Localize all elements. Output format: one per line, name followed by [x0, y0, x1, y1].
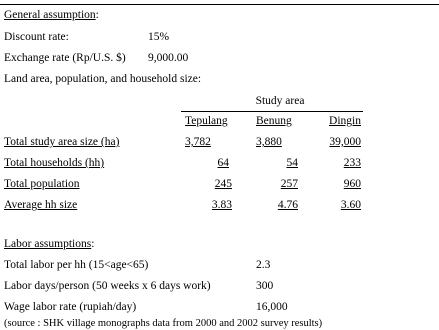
land-area-label: Land area, population, and household size: [4, 73, 202, 85]
cell-dingin: 960 [343, 178, 361, 190]
discount-rate-value: 15% [148, 31, 170, 43]
cell-tepulang: 3.83 [211, 199, 232, 211]
discount-rate-label: Discount rate: [4, 31, 69, 43]
labor-item-value: 2.3 [256, 259, 271, 271]
cell-dingin: 233 [343, 157, 361, 169]
cell-benung: 257 [280, 178, 298, 190]
source-note: (source : SHK village monographs data from 2000 and 2002 survey results) [4, 318, 323, 329]
cell-tepulang: 3,782 [185, 136, 211, 148]
cell-benung: 54 [286, 157, 298, 169]
cell-benung: 4.76 [277, 199, 298, 211]
exchange-rate-value: 9,000.00 [148, 52, 189, 64]
cell-tepulang: 245 [214, 178, 232, 190]
cell-dingin: 39,000 [329, 136, 361, 148]
exchange-rate-label: Exchange rate (Rp/U.S. $) [4, 52, 126, 64]
row-label: Total study area size (ha) [4, 136, 120, 148]
column-header-benung: Benung [256, 115, 292, 127]
labor-item-label: Total labor per hh (15<age<65) [4, 259, 149, 271]
labor-item-label: Labor days/person (50 weeks x 6 days work) [4, 280, 211, 292]
labor-item-value: 16,000 [256, 301, 288, 313]
row-label: Total households (hh) [4, 157, 105, 169]
column-header-tepulang: Tepulang [185, 115, 228, 127]
row-label: Average hh size [4, 199, 78, 211]
cell-benung: 3,880 [256, 136, 282, 148]
labor-item-label: Wage labor rate (rupiah/day) [4, 301, 137, 313]
labor-item-value: 300 [256, 280, 274, 292]
general-assumption-heading: General assumption: [4, 9, 99, 21]
column-header-dingin: Dingin [329, 115, 361, 127]
top-rule [0, 4, 439, 5]
cell-tepulang: 64 [217, 157, 229, 169]
labor-assumptions-heading: Labor assumptions: [4, 238, 95, 250]
row-label: Total population [4, 178, 80, 190]
study-area-label: Study area [255, 95, 305, 107]
study-area-rule [181, 111, 363, 112]
cell-dingin: 3.60 [340, 199, 361, 211]
